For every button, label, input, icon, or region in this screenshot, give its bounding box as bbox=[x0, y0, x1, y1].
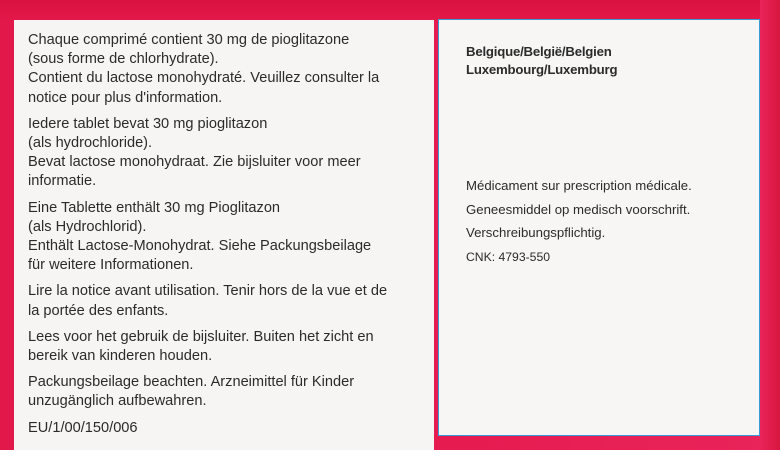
country-info-panel bbox=[438, 19, 760, 436]
text-line: Enthält Lactose-Monohydrat. Siehe Packungsbeilage bbox=[28, 238, 372, 255]
text-line: informatie. bbox=[28, 173, 97, 190]
composition-fr bbox=[28, 31, 424, 108]
prescription-de: Verschreibungspflichtig. bbox=[466, 225, 606, 240]
country-heading bbox=[466, 43, 617, 79]
text-line: Eine Tablette enthält 30 mg Pioglitazon bbox=[28, 199, 281, 216]
prescription-nl: Geneesmiddel op medisch voorschrift. bbox=[466, 201, 691, 217]
composition-de bbox=[28, 199, 424, 276]
text-line: Iedere tablet bevat 30 mg pioglitazon bbox=[28, 115, 268, 132]
pack-right-border bbox=[760, 0, 780, 450]
warning-fr bbox=[28, 282, 424, 320]
text-line: la portée des enfants. bbox=[28, 302, 169, 319]
text-line: Contient du lactose monohydraté. Veuillez consulter la bbox=[28, 70, 380, 87]
prescription-fr: Médicament sur prescription médicale. bbox=[466, 178, 692, 193]
text-line: Lire la notice avant utilisation. Tenir hors de la vue et de bbox=[28, 283, 388, 300]
leaflet-text-panel bbox=[14, 20, 434, 450]
text-line: unzugänglich aufbewahren. bbox=[28, 393, 207, 410]
country-line-luxembourg: Luxembourg/Luxemburg bbox=[466, 62, 618, 77]
composition-nl bbox=[28, 115, 424, 192]
text-line: Chaque comprimé contient 30 mg de pioglitazone bbox=[28, 32, 350, 48]
text-line: (als hydrochloride). bbox=[28, 135, 153, 152]
text-line: Lees voor het gebruik de bijsluiter. Buiten het zicht en bbox=[28, 328, 374, 345]
text-line: (als Hydrochlorid). bbox=[28, 218, 147, 235]
text-line: für weitere Informationen. bbox=[28, 257, 194, 274]
text-line: (sous forme de chlorhydrate). bbox=[28, 51, 219, 68]
text-line: bereik van kinderen houden. bbox=[28, 348, 213, 365]
warning-nl bbox=[28, 328, 424, 366]
text-line: Packungsbeilage beachten. Arzneimittel für Kinder bbox=[28, 374, 355, 391]
prescription-info bbox=[466, 174, 692, 269]
warning-de bbox=[28, 373, 424, 411]
text-line: notice pour plus d'information. bbox=[28, 89, 223, 106]
text-line: Bevat lactose monohydraat. Zie bijsluiter voor meer bbox=[28, 154, 361, 171]
pack-top-border bbox=[0, 0, 780, 20]
text-line: EU/1/00/150/006 bbox=[28, 419, 138, 436]
eu-registration-number bbox=[28, 419, 424, 438]
country-line-belgium: Belgique/België/Belgien bbox=[466, 44, 612, 59]
cnk-code: CNK: 4793-550 bbox=[466, 249, 551, 264]
